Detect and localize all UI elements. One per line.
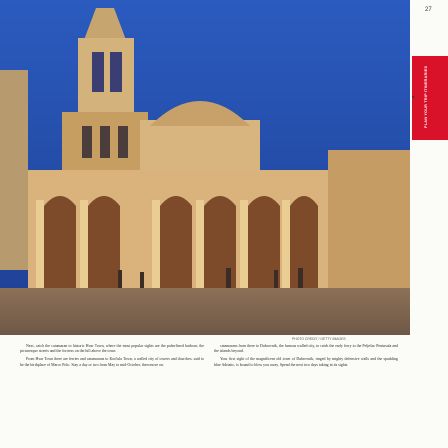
marker-dot: [412, 96, 414, 98]
paragraph: Next, catch the catamaran to historic Hvar Town, where the most popular sights are the palm-lined harbour, the picturesque streets and the fortress on the hill above the town.: [20, 344, 204, 354]
body-text: [20, 344, 398, 444]
text-column-1: [20, 344, 204, 444]
paragraph: From Hvar Town there are ferries and catamarans to Korčula Town, a walled city of towers and churches, said to be the birthplace of Marco Polo. Stay a day or two from May to mid-October, then move on.: [20, 357, 204, 367]
paragraph: catamarans from there to Dubrovnik, the famous walled city, to catch the early ferry to the Pelješac Peninsula and the islands beyond.: [214, 344, 398, 354]
photo-credit: PHOTO CREDIT / GETTY IMAGES: [292, 337, 346, 341]
paragraph: Your first sight of the magnificent old town of Dubrovnik, ringed by mighty defensive walls and the sparkling blue Adriatic, is bound to blow you away. Spend the next two days taking in its sights.: [214, 357, 398, 367]
text-column-2: [214, 344, 398, 444]
section-tab-label: PLAN YOUR TRIP ITINERARIES: [424, 65, 428, 129]
page-number: 27: [425, 7, 432, 13]
photo-caption: [323, 13, 331, 173]
